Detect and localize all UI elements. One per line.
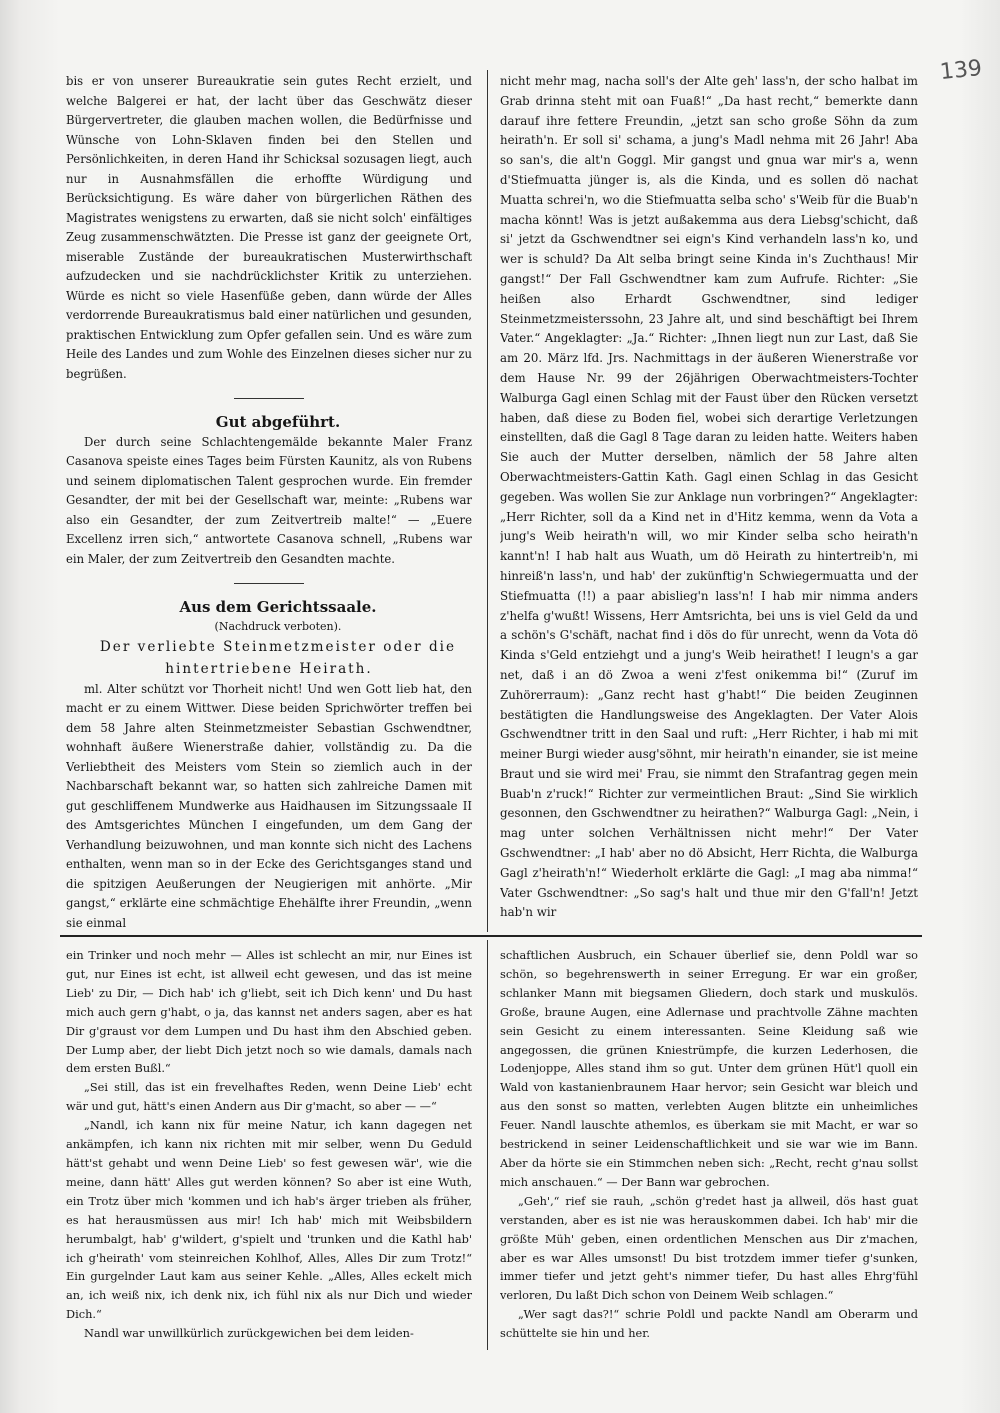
column-top-left [66,72,472,932]
court-report-paragraph-1: ml. Alter schützt vor Thorheit nicht! Und wen Gott lieb hat, den macht er zu einem Wittwer. Diese beiden Sprichwörter treffen bei dem 58 Jahre alten Steinmetzmeister Sebastian Gschwendtner, wohnhaft äußere Wienerstraße dahier, vollständig zu. Da die Verliebtheit des Meisters vom Stein so ziemlich auch in der Nachbarschaft bekannt war, so hatten sich zahlreiche Damen mit gut geschliffenem Mundwerke aus Haidhausen im Sitzungssaale II des Amtsgerichtes München I eingefunden, um dem Gang der Verhandlung beizuwohnen, und man konnte sich nicht des Lachens enthalten, wenn man so in der Ecke des Gerichtsganges stand und die spitzigen Aeußerungen der Neugierigen mit anhörte. „Mir gangst,“ erklärte eine schmächtige Ehehälfte ihrer Freundin, „wenn sie einmal [66,681,472,930]
article-bureaucracy-text: bis er von unserer Bureaukratie sein gutes Recht erzielt, und welche Balgerei er hat, der lacht über das Geschwätz dieser Bürgervertreter, die glauben machen wollen, die Bedürfnisse und Wünsche von Lohn-Sklaven finden bei den Stellen und Persönlichkeiten, in deren Hand ihr Schicksal sozusagen liegt, auch nur in Ausnahmsfällen die erhoffte Würdigung und Berücksichtigung. Es wäre daher von bürgerlichen Räthen des Magistrates wenigstens zu erwarten, daß sie nicht solch' einfältiges Zeug zusammenschwätzten. Die Presse ist ganz der geeignete Ort, miserable Zustände der bureaukratischen Musterwirthschaft aufzudecken und sie nachdrücklichster Kritik zu unterziehen. Würde es nicht so viele Hasenfüße geben, dann würde der Alles verdorrende Bureaukratismus bald einer natürlichen und gesunden, praktischen Entwicklung zum Opfer gefallen sein. Und es wäre zum Heile des Landes und zum Wohle des Einzelnen dieses sicher nur zu begrüßen. [66,74,472,381]
story-paragraph: ein Trinker und noch mehr — Alles ist schlecht an mir, nur Eines ist gut, nur Eines ist echt, ist allweil echt gewesen, und das ist meine Lieb' zu Dir, — Dich hab' ich g'liebt, seit ich Dich kenn' und Du hast mich auch gern g'habt, o ja, das kannst net anders sagen, aber es hat Dir g'graust vor dem Lumpen und Du hast ihm den Abschied geben. Der Lump aber, der liebt Dich jetzt noch so wie damals, damals nach dem ersten Bußl.“ [66,948,472,1076]
article-separator [234,583,304,584]
column-divider-bottom [487,940,488,1350]
column-bottom-right [500,946,918,1346]
story-paragraph: „Nandl, ich kann nix für meine Natur, ich kann dagegen net ankämpfen, ich kann nix richten mit mir selber, wenn Du Geduld hätt'st gehabt und wenn Deine Lieb' so fest gewesen wär', wie die meine, dann hätt' Alles gut werden können? So aber ist eine Wuth, ein Trotz über mich 'kommen und ich hab's ärger trieben als früher, es hat herausmüssen aus mir! Ich hab' mich mit Weibsbildern herumbalgt, hab' g'wildert, g'spielt und 'trunken und die Kathl hab' ich g'heirath' vom steinreichen Kohlhof, Alles, Alles Dir zum Trotz!“ Ein gurgelnder Laut kam aus seiner Kehle. „Alles, Alles eckelt mich an, ich weiß nix, ich denk nix, ich fühl nix als nur Dich und wieder Dich.“ [66,1118,472,1322]
column-top-right [500,72,918,932]
story-paragraph: Nandl war unwillkürlich zurückgewichen bei dem leiden- [84,1326,414,1341]
story-paragraph: „Wer sagt das?!“ schrie Poldl und packte Nandl am Oberarm und schüttelte sie hin und her. [500,1307,918,1341]
story-paragraph: „Sei still, das ist ein frevelhaftes Reden, wenn Deine Lieb' echt wär und gut, hätt's einen Andern aus Dir g'macht, so aber — —“ [66,1080,472,1114]
story-paragraph: „Geh',“ rief sie rauh, „schön g'redet hast ja allweil, dös hast guat verstanden, aber es ist nie was herauskommen dabei. Ich hab' mir die größte Müh' geben, einen ordentlichen Menschen aus Dir z'machen, aber es war Alles umsonst! Du bist trotzdem immer tiefer g'sunken, immer tiefer und jetzt geht's nimmer tiefer, Du hast alles Ehrg'fühl verloren, Du laßt Dich schon von Deinem Weib schlagen.“ [500,1193,918,1303]
article-subtitle: Der verliebte Steinmetzmeister oder die hintertriebene Heirath. [99,638,457,677]
story-paragraph: schaftlichen Ausbruch, ein Schauer überlief sie, denn Poldl war so schön, so begehrenswerth in seiner Erregung. Er war ein großer, schlanker Mann mit biegsamen Gliedern, doch stark und muskulös. Große, braune Augen, eine Adlernase und prachtvolle Zähne machten sein Gesicht zu einem interessanten. Seine Kleidung saß wie angegossen, die grünen Kniestrümpfe, die kurzen Lederhosen, die Lodenjoppe, Alles stand ihm so gut. Unter dem grünen Hüt'l quoll ein Wald von kastanienbraunem Haar hervor; sein Gesicht war bleich und aus den sonst so matten, verlebten Augen blitzte ein unheimliches Feuer. Nandl lauschte athemlos, es überkam sie mit Macht, er war so bestrickend in seiner Leidenschaftlichkeit und sie war wie im Bann. Aber da hörte sie ein Stimmchen neben sich: „Recht, recht g'nau sollst mich anschauen.“ — Der Bann war gebrochen. [500,948,918,1189]
article-title-gut-abgefuehrt: Gut abgeführt. [215,413,341,431]
column-divider-top [487,70,488,932]
article-separator [234,398,304,399]
article-title-gerichtssaale: Aus dem Gerichtssaale. [179,598,377,616]
court-report-paragraph-2: nicht mehr mag, nacha soll's der Alte geh' lass'n, der scho halbat im Grab drinna steht mit oan Fuaß!“ „Da hast recht,“ bemerkte dann darauf ihre fettere Freundin, „jetzt san scho große Söhn da zum heirath'n. Er soll si' schama, a jung's Madl nehma mit 26 Jahr! Aba so san's, die alt'n Goggl. Mir gangst und gnua war mir's a, wenn d'Stiefmuatta jünger is, als die Kinda, und es sollen dö nachat Muatta schrei'n, wo die Stiefmuatta selba scho' s'Weib für die Buab'n macha könnt! Was is jetzt außakemma aus dera Liebsg'schicht, daß si' jetzt da Gschwendtner sei eign's Kind verhandeln lass'n ko, und wer is schuld? Da Alt selba bringt seine Kinda in's Zuchthaus! Mir gangst!“ Der Fall Gschwendtner kam zum Aufrufe. Richter: „Sie heißen also Erhardt Gschwendtner, sind lediger Steinmetzmeisterssohn, 23 Jahre alt, und sind beschäftigt bei Ihrem Vater.“ Angeklagter: „Ja.“ Richter: „Ihnen liegt nun zur Last, daß Sie am 20. März lfd. Jrs. Nachmittags in der äußeren Wienerstraße vor dem Hause Nr. 99 der 26jährigen Oberwachtmeisters-Tochter Walburga Gagl einen Schlag mit der Faust über den Rücken versetzt haben, daß diese zu Boden fiel, wobei sich derartige Verletzungen einstellten, daß die Gagl 8 Tage daran zu leiden hatte. Weiters haben Sie auch der Mutter derselben, nämlich der 58 Jahre alten Oberwachtmeisters-Gattin Kath. Gagl einen Schlag in das Gesicht gegeben. Was wollen Sie zur Anklage nun vorbringen?“ Angeklagter: „Herr Richter, soll da a Kind net in d'Hitz kemma, wenn da Vota a jung's Weib heirath'n will, wo mir Kinder selba scho heirath'n kannt'n! I hab halt aus Wuath, um dö Heirath zu hintertreib'n, mi hinreiß'n lass'n, und hab' der zukünftig'n Schwiegermuatta und der Stiefmuatta (!!) a paar abislieg'n lass'n! I hab mir nimma anders z'helfa g'wußt! Wissens, Herr Amtsrichta, bei uns is viel Geld da und a schön's G'schäft, nachat find i dös do für unrecht, wenn da Vota dö Kinda s'Geld entziehgt und a jung's Weib heirathet! I leugn's a gar net, daß i an dö Zwoa a weni z'fest onikemma bi!“ (Zuruf im Zuhörerraum): „Ganz recht hast g'habt!“ Die beiden Zeuginnen bestätigten die Handlungsweise des Angeklagten. Der Vater Alois Gschwendtner tritt in den Saal und ruft: „Herr Richter, i hab mi mit meiner Burgi wieder ausg'söhnt, mir heirath'n einander, sie ist meine Braut und sie wird mei' Frau, sie nimmt den Strafantrag gegen mein Buab'n z'ruck!“ Richter zur vermeintlichen Braut: „Sind Sie wirklich gesonnen, den Gschwendtner zu heirathen?“ Walburga Gagl: „Nein, i mag unter solchen Verhältnissen nicht mehr!“ Der Vater Gschwendtner: „I hab' aber no dö Absicht, Herr Richta, die Walburga Gagl z'heirath'n!“ Wiederholt erklärte die Gagl: „I mag aba nimma!“ Vater Gschwendtner: „So sag's halt und thue mir den G'fall'n! Jetzt hab'n wir [500,74,918,920]
reprint-note: (Nachdruck verboten). [214,619,342,633]
page-number: 139 [938,55,984,86]
section-divider [60,935,922,937]
article-gut-abgefuehrt-text: Der durch seine Schlachtengemälde bekannte Maler Franz Casanova speiste eines Tages beim Fürsten Kaunitz, als von Rubens und seinem diplomatischen Talent gesprochen wurde. Ein fremder Gesandter, der mit bei der Gesellschaft war, meinte: „Rubens war also ein Gesandter, der zum Zeitvertreib malte!“ — „Euere Excellenz irren sich,“ antwortete Casanova schnell, „Rubens war ein Maler, der zum Zeitvertreib den Gesandten machte. [66,434,472,566]
column-bottom-left [66,946,472,1346]
